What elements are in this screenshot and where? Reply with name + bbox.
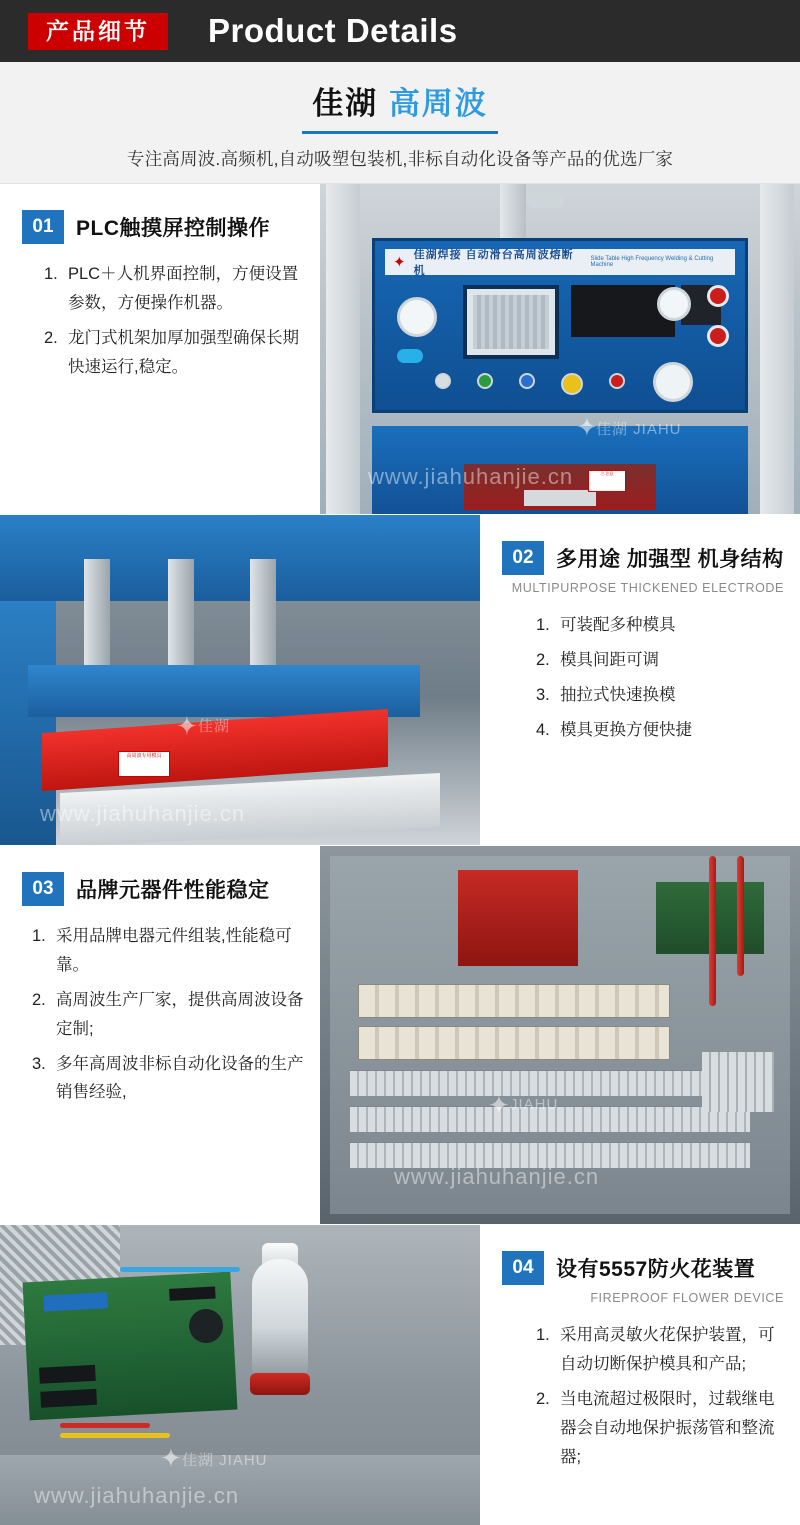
feature-text-02 [480, 515, 800, 845]
brand-band [0, 62, 800, 184]
machine-cylinder [500, 184, 526, 240]
electrode-head [28, 665, 420, 717]
list-index: 3. [536, 685, 550, 704]
photo-logo-text: 佳湖 JIAHU [596, 421, 682, 438]
control-panel [372, 238, 748, 413]
list-item [32, 986, 304, 1044]
list-index: 1. [536, 616, 550, 634]
feature-row-04 [0, 1225, 800, 1525]
feature-points-02 [502, 611, 784, 745]
table-plate [524, 490, 596, 506]
feature-title-02: 多用途 加强型 机身结构 [556, 548, 784, 571]
list-index: 2. [536, 1389, 550, 1408]
guide-post-2 [168, 559, 194, 677]
list-item [44, 260, 304, 318]
list-text: 采用品牌电器元件组装,性能稳可靠。 [56, 927, 292, 974]
page-title: Product Details [208, 12, 458, 49]
mold-label: 高周波专用模具 [118, 751, 170, 777]
photo-watermark: www.jiahuhanjie.cn [40, 801, 246, 826]
list-item [536, 1385, 784, 1472]
red-wire-2 [709, 856, 716, 1006]
list-text: 当电流超过极限时，过载继电器会自动地保护振荡管和整流器; [560, 1389, 775, 1466]
feature-photo-01 [320, 184, 800, 514]
header-badge: 产品细节 [28, 13, 168, 50]
feature-text-04 [480, 1225, 800, 1525]
blue-wire [120, 1267, 240, 1272]
brand-star-icon: ✦ [393, 254, 406, 271]
terminal-row-1 [350, 1070, 750, 1096]
feature-heading-01 [22, 210, 304, 244]
feature-row-02 [0, 515, 800, 845]
photo-watermark: www.jiahuhanjie.cn [368, 464, 574, 489]
connector-block [43, 1292, 108, 1311]
feature-photo-03 [320, 846, 800, 1224]
cabinet-body [330, 856, 790, 1214]
list-text: 可装配多种模具 [560, 616, 676, 634]
list-text: 模具间距可调 [560, 650, 659, 669]
feature-title-03: 品牌元器件性能稳定 [76, 879, 270, 902]
panel-button-row[interactable] [435, 373, 625, 395]
relay-row-2 [358, 1026, 670, 1060]
feature-text-03 [0, 846, 320, 1224]
brand-subtitle: 专注高周波.高频机,自动吸塑包装机,非标自动化设备等产品的优选厂家 [126, 149, 674, 169]
capacitor [188, 1308, 224, 1344]
work-table [464, 464, 656, 510]
touch-screen[interactable] [463, 285, 559, 359]
feature-number-02: 02 [502, 541, 544, 575]
guide-post-1 [84, 559, 110, 677]
guide-post-3 [250, 559, 276, 677]
feature-row-03 [0, 846, 800, 1224]
oscillator-tube [252, 1259, 308, 1379]
feature-points-01 [22, 260, 304, 382]
red-wire [60, 1423, 150, 1428]
feature-heading-04 [502, 1251, 784, 1285]
list-item [32, 922, 304, 980]
panel-brand-en: Slide Table High Frequency Welding & Cutting Machine [590, 256, 714, 268]
screen-content [473, 295, 549, 349]
list-index: 3. [32, 1054, 46, 1073]
page-header [0, 0, 800, 62]
pressure-gauge-right [657, 287, 691, 321]
list-index: 1. [32, 927, 46, 945]
list-text: 模具更换方便快捷 [560, 720, 692, 739]
gauge-bottom [653, 362, 693, 402]
machine-frame-left [326, 184, 360, 514]
feature-title-en-04: FIREPROOF FLOWER DEVICE [590, 1291, 784, 1305]
red-transformer [458, 870, 578, 966]
electrode-photo [0, 515, 480, 845]
list-index: 2. [44, 328, 58, 347]
feature-photo-04 [0, 1225, 480, 1525]
list-item [536, 611, 784, 640]
list-index: 1. [44, 265, 58, 283]
list-item [536, 1321, 784, 1379]
spark-device-photo [0, 1225, 480, 1525]
chip-2 [40, 1389, 97, 1408]
machine-frame-right [760, 184, 794, 514]
feature-points-03 [22, 922, 304, 1107]
list-index: 4. [536, 720, 550, 739]
feature-title-04: 设有5557防火花装置 [556, 1258, 756, 1281]
tube-red-base [250, 1373, 310, 1395]
list-index: 2. [536, 650, 550, 669]
photo-watermark: www.jiahuhanjie.cn [394, 1164, 600, 1189]
feature-number-03: 03 [22, 872, 64, 906]
red-wire-1 [737, 856, 744, 976]
feature-title-en-02: MULTIPURPOSE THICKENED ELECTRODE [511, 581, 784, 595]
list-text: 采用高灵敏火花保护装置，可自动切断保护模具和产品; [560, 1326, 775, 1373]
button-green[interactable] [477, 373, 493, 389]
terminal-row-3 [350, 1142, 750, 1168]
panel-brand-strip [385, 249, 735, 275]
list-item [536, 716, 784, 745]
pressure-gauge-left [397, 297, 437, 337]
chip-3 [169, 1286, 216, 1300]
machine-side-panel [0, 601, 56, 845]
feature-title-01: PLC触摸屏控制操作 [76, 217, 270, 240]
brand-name-cn: 佳湖 [312, 86, 379, 121]
machine-top-beam [0, 515, 480, 601]
warning-label: ⚠ 注意 [588, 470, 626, 492]
emergency-knob-2[interactable] [707, 325, 729, 347]
toggle-switch[interactable] [397, 349, 423, 363]
relay-row-1 [358, 984, 670, 1018]
panel-brand-cn: 佳湖焊接 自动滑台高周波熔断机 [413, 249, 574, 277]
list-text: 抽拉式快速换模 [560, 685, 676, 704]
button-blue[interactable] [519, 373, 535, 389]
brand-star-icon: ✦ [576, 412, 598, 442]
brand-star-icon: ✦ [176, 711, 198, 741]
device-base [0, 1455, 480, 1525]
list-text: PLC＋人机界面控制，方便设置参数，方便操作机器。 [68, 265, 299, 312]
feature-points-04 [502, 1321, 784, 1471]
machine-lower-body [372, 426, 748, 514]
list-text: 多年高周波非标自动化设备的生产销售经验, [56, 1054, 304, 1102]
feature-row-01 [0, 184, 800, 514]
feature-heading-03 [22, 872, 304, 906]
yellow-wire [60, 1433, 170, 1438]
list-item [536, 646, 784, 675]
terminal-row-2 [350, 1106, 750, 1132]
list-item [44, 324, 304, 382]
list-index: 2. [32, 990, 46, 1009]
photo-logo-text: 佳湖 JIAHU [182, 1452, 268, 1469]
list-item [32, 1050, 304, 1108]
feature-number-01: 01 [22, 210, 64, 244]
button-red[interactable] [609, 373, 625, 389]
electrical-cabinet-photo [320, 846, 800, 1224]
photo-logo-text: 佳湖 [198, 718, 231, 735]
list-index: 1. [536, 1326, 550, 1344]
feature-heading-02 [502, 541, 784, 575]
green-circuit-board [23, 1272, 238, 1421]
button-yellow[interactable] [561, 373, 583, 395]
emergency-knob-1[interactable] [707, 285, 729, 307]
list-item [536, 681, 784, 710]
list-text: 龙门式机架加厚加强型确保长期快速运行,稳定。 [68, 328, 299, 376]
chip-1 [39, 1365, 96, 1384]
brand-star-icon: ✦ [160, 1443, 182, 1473]
list-text: 高周波生产厂家，提供高周波设备定制; [56, 990, 304, 1038]
feature-photo-02 [0, 515, 480, 845]
brand-name-highlight: 高周波 [388, 86, 488, 121]
photo-logo-text: JIAHU [510, 1096, 559, 1113]
photo-watermark: www.jiahuhanjie.cn [34, 1483, 240, 1508]
feature-number-04: 04 [502, 1251, 544, 1285]
terminal-block-right [702, 1052, 774, 1112]
button-white[interactable] [435, 373, 451, 389]
brand-star-icon: ✦ [488, 1090, 510, 1120]
feature-text-01 [0, 184, 320, 514]
machine-valve [526, 192, 564, 208]
welding-machine-photo [320, 184, 800, 514]
brand-name [302, 76, 498, 134]
